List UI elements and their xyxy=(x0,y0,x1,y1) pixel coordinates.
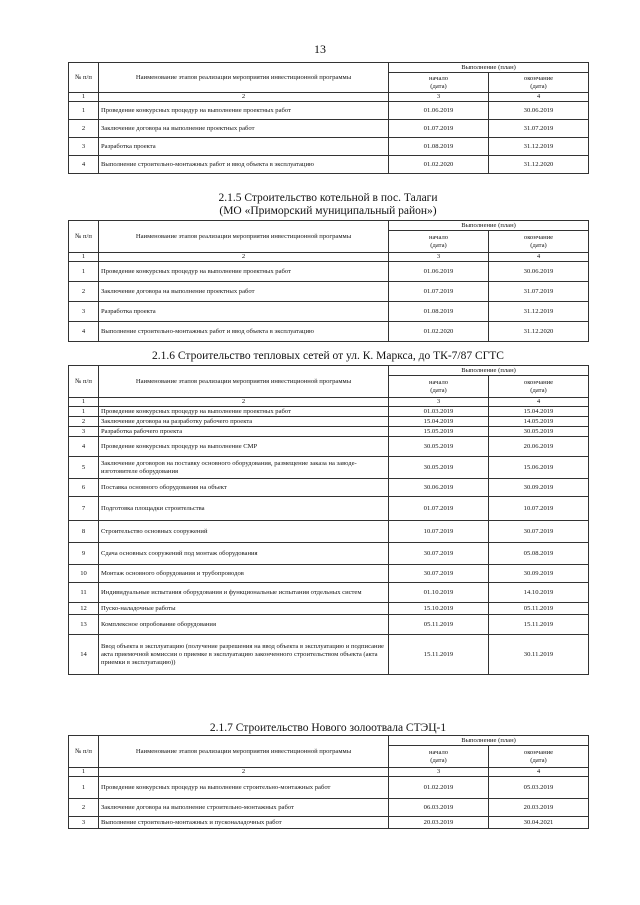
table-row: 1 Проведение конкурсных процедур на выполнение строительно-монтажных работ 01.02.2019 05.03.2019 xyxy=(69,777,589,799)
header-end: окончание (дата) xyxy=(489,376,589,398)
table-row: 1 Проведение конкурсных процедур на выполнение проектных работ 01.06.2019 30.06.2019 xyxy=(69,262,589,282)
plan-table-4 xyxy=(68,735,589,829)
header-execution: Выполнение (план) xyxy=(389,366,589,376)
column-index: 2 xyxy=(99,768,389,777)
header-end: окончание (дата) xyxy=(489,746,589,768)
header-start: начало (дата) xyxy=(389,231,489,253)
plan-table-1 xyxy=(68,62,589,174)
table-row: 12 Пуско-наладочные работы 15.10.2019 05.11.2019 xyxy=(69,603,589,615)
header-start: начало (дата) xyxy=(389,376,489,398)
header-execution: Выполнение (план) xyxy=(389,63,589,73)
table-row: 1 Проведение конкурсных процедур на выполнение проектных работ 01.06.2019 30.06.2019 xyxy=(69,102,589,120)
header-name: Наименование этапов реализации мероприятия инвестиционной программы xyxy=(99,221,389,253)
column-index: 4 xyxy=(489,398,589,407)
column-index: 3 xyxy=(389,768,489,777)
header-end: окончание (дата) xyxy=(489,231,589,253)
header-name: Наименование этапов реализации мероприятия инвестиционной программы xyxy=(99,63,389,93)
table-row: 2 Заключение договора на выполнение строительно-монтажных работ 06.03.2019 20.03.2019 xyxy=(69,799,589,817)
column-index: 3 xyxy=(389,398,489,407)
header-num: № п/п xyxy=(69,63,99,93)
column-index: 3 xyxy=(389,253,489,262)
header-start: начало (дата) xyxy=(389,73,489,93)
table-row: 9 Сдача основных сооружений под монтаж оборудования 30.07.2019 05.08.2019 xyxy=(69,543,589,565)
header-execution: Выполнение (план) xyxy=(389,221,589,231)
header-num: № п/п xyxy=(69,366,99,398)
header-name: Наименование этапов реализации мероприятия инвестиционной программы xyxy=(99,366,389,398)
table-row: 14 Ввод объекта в эксплуатацию (получение разрешения на ввод объекта в эксплуатацию и подписание акта приемочной комиссии о приемке в эксплуатацию законченного строительством объекта (акта приемки в эксплуатацию)) 15.11.2019 30.11.2019 xyxy=(69,635,589,675)
table-row: 3 Разработка проекта 01.08.2019 31.12.2019 xyxy=(69,302,589,322)
column-index: 1 xyxy=(69,768,99,777)
plan-table-2 xyxy=(68,220,589,342)
table-row: 10 Монтаж основного оборудования и трубопроводов 30.07.2019 30.09.2019 xyxy=(69,565,589,583)
table-row: 2 Заключение договора на выполнение проектных работ 01.07.2019 31.07.2019 xyxy=(69,282,589,302)
header-num: № п/п xyxy=(69,736,99,768)
table-row: 8 Строительство основных сооружений 10.07.2019 30.07.2019 xyxy=(69,521,589,543)
column-index: 3 xyxy=(389,93,489,102)
header-end: окончание (дата) xyxy=(489,73,589,93)
table-row: 13 Комплексное опробование оборудования 05.11.2019 15.11.2019 xyxy=(69,615,589,635)
table-row: 3 Выполнение строительно-монтажных и пусконаладочных работ 20.03.2019 30.04.2021 xyxy=(69,817,589,829)
section-title: 2.1.7 Строительство Нового золоотвала СТЭЦ-1 xyxy=(209,722,447,734)
table-row: 4 Проведение конкурсных процедур на выполнение СМР 30.05.2019 20.06.2019 xyxy=(69,437,589,457)
table-row: 3 Разработка проекта 01.08.2019 31.12.2019 xyxy=(69,138,589,156)
column-index: 1 xyxy=(69,253,99,262)
column-index: 2 xyxy=(99,93,389,102)
column-index: 2 xyxy=(99,253,389,262)
header-execution: Выполнение (план) xyxy=(389,736,589,746)
table-row: 11 Индивидуальные испытания оборудования и функциональные испытания отдельных систем 01.10.2019 14.10.2019 xyxy=(69,583,589,603)
table-row: 1 Проведение конкурсных процедур на выполнение проектных работ 01.03.2019 15.04.2019 xyxy=(69,407,589,417)
table-row: 2 Заключение договора на выполнение проектных работ 01.07.2019 31.07.2019 xyxy=(69,120,589,138)
plan-table-3 xyxy=(68,365,589,675)
header-name: Наименование этапов реализации мероприятия инвестиционной программы xyxy=(99,736,389,768)
header-num: № п/п xyxy=(69,221,99,253)
column-index: 1 xyxy=(69,398,99,407)
table-row: 7 Подготовка площадки строительства 01.07.2019 10.07.2019 xyxy=(69,497,589,521)
column-index: 4 xyxy=(489,93,589,102)
table-row: 2 Заключение договора на разработку рабочего проекта 15.04.2019 14.05.2019 xyxy=(69,417,589,427)
section-title: 2.1.6 Строительство тепловых сетей от ул. К. Маркса, до ТК-7/87 СГТС xyxy=(152,350,504,362)
table-row: 3 Разработка рабочего проекта 15.05.2019 30.05.2019 xyxy=(69,427,589,437)
column-index: 4 xyxy=(489,768,589,777)
page-number: 13 xyxy=(314,42,326,56)
column-index: 4 xyxy=(489,253,589,262)
column-index: 2 xyxy=(99,398,389,407)
table-row: 5 Заключение договоров на поставку основного оборудования, размещение заказа на заводе-изготовителе оборудования 30.05.2019 15.06.2019 xyxy=(69,457,589,479)
table-row: 4 Выполнение строительно-монтажных работ и ввод объекта в эксплуатацию 01.02.2020 31.12.2020 xyxy=(69,156,589,174)
table-row: 6 Поставка основного оборудования на объект 30.06.2019 30.09.2019 xyxy=(69,479,589,497)
header-start: начало (дата) xyxy=(389,746,489,768)
section-title: 2.1.5 Строительство котельной в пос. Талаги (МО «Приморский муниципальный район») xyxy=(218,192,438,217)
column-index: 1 xyxy=(69,93,99,102)
table-row: 4 Выполнение строительно-монтажных работ и ввод объекта в эксплуатацию 01.02.2020 31.12.2020 xyxy=(69,322,589,342)
